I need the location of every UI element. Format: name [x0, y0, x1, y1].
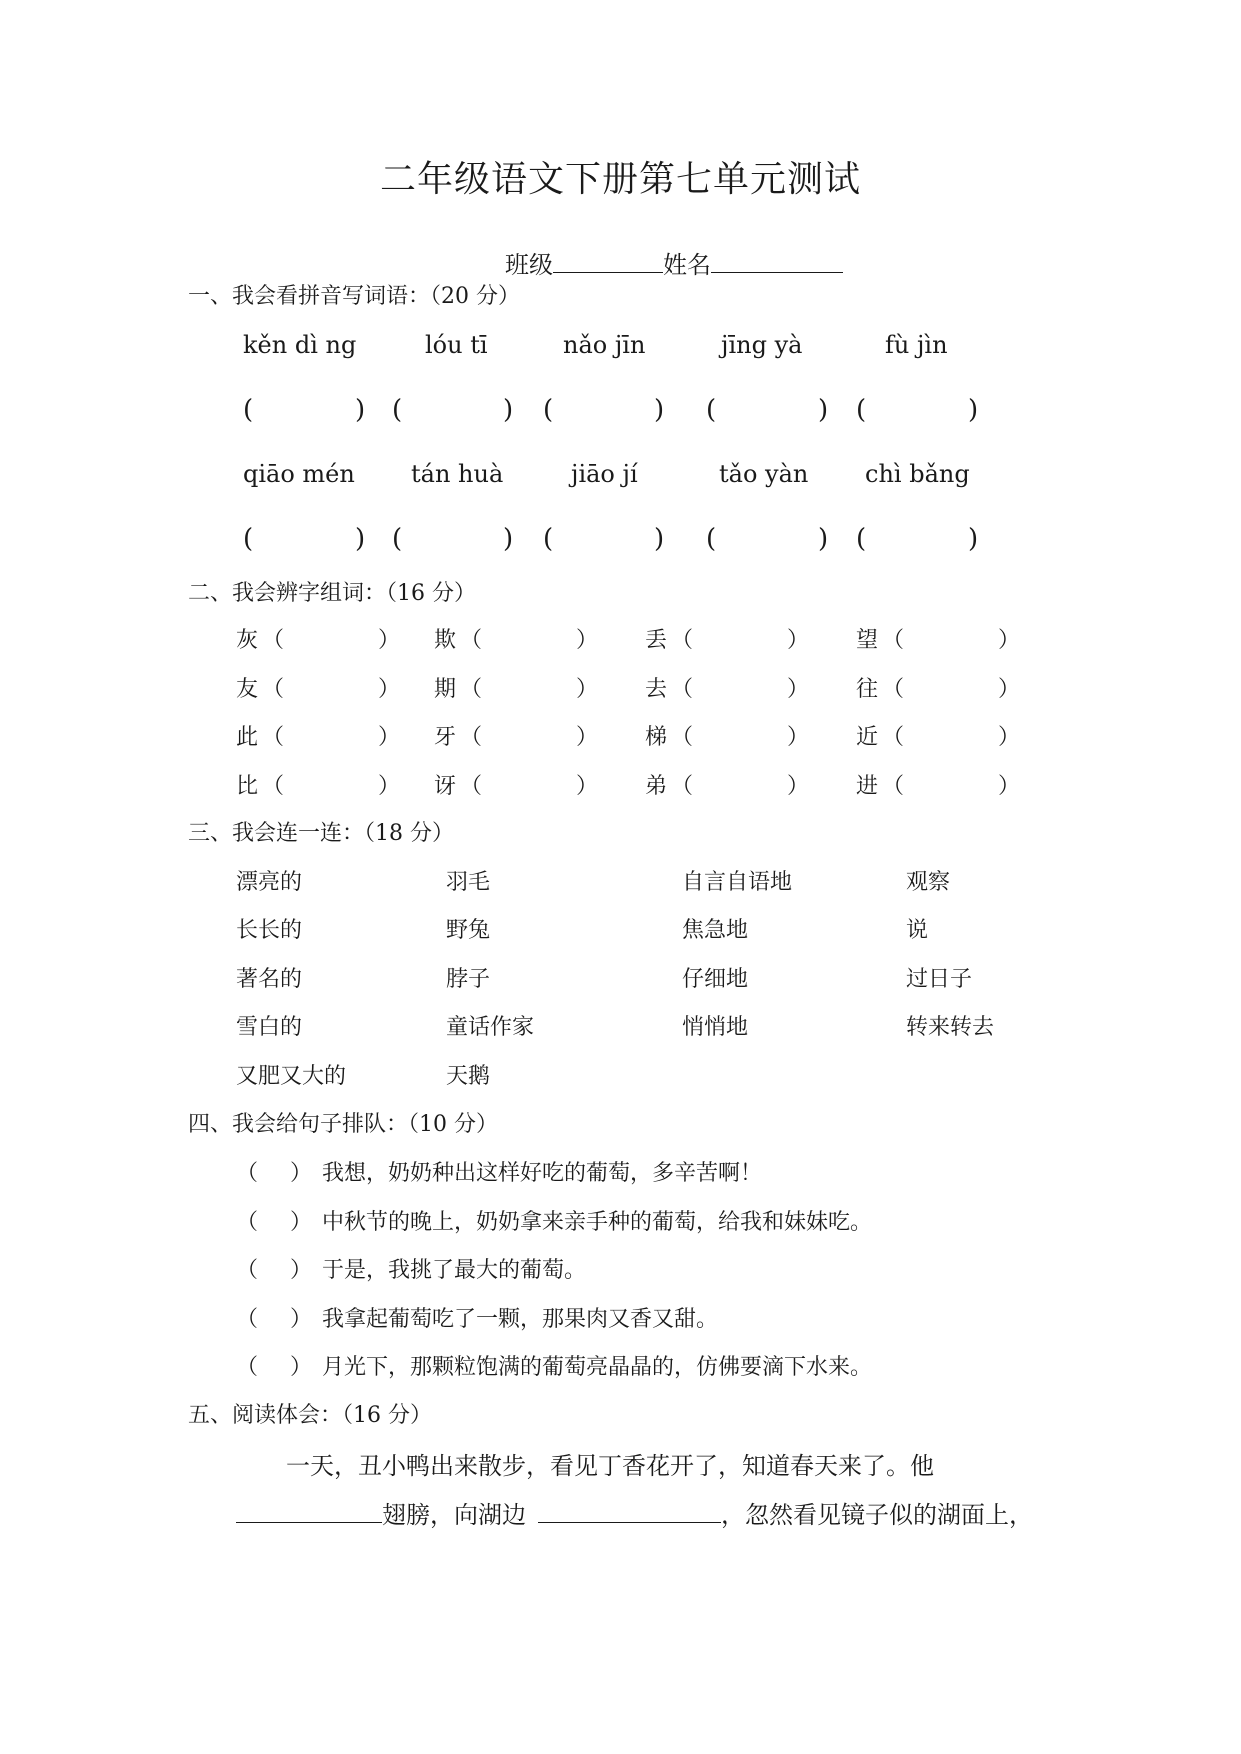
page-title: 二年级语文下册第七单元测试	[379, 159, 861, 200]
match-left-word: 雪白的	[236, 1015, 303, 1040]
reading-blank-2[interactable]	[538, 1500, 721, 1523]
answer-paren-close: )	[968, 524, 979, 554]
answer-paren-close: ）	[787, 725, 810, 750]
answer-paren-open: （	[882, 628, 905, 653]
section-5-heading: 五、阅读体会：（16 分）	[188, 1403, 432, 1428]
order-paren-close: ）	[290, 1210, 313, 1235]
order-paren-close: ）	[290, 1258, 313, 1283]
match-right-word: 悄悄地	[682, 1015, 749, 1040]
answer-paren-close: ）	[787, 628, 810, 653]
sentence-item: 我想，奶奶种出这样好吃的葡萄，多辛苦啊！	[322, 1161, 763, 1186]
sentence-item: 于是，我挑了最大的葡萄。	[322, 1258, 587, 1283]
reading-text-2b: ，忽然看见镜子似的湖面上，	[721, 1501, 1033, 1529]
answer-paren-open: （	[460, 774, 483, 799]
order-paren-close: ）	[290, 1161, 313, 1186]
answer-paren-open: （	[671, 774, 694, 799]
answer-paren-open: （	[671, 628, 694, 653]
char-item: 近	[856, 725, 879, 750]
match-left-target: 童话作家	[446, 1015, 535, 1040]
match-left-word: 漂亮的	[236, 870, 303, 895]
pinyin-item: nǎo jīn	[563, 331, 646, 359]
answer-paren-open: (	[543, 524, 554, 554]
answer-paren-open: （	[460, 725, 483, 750]
answer-paren-close: ）	[998, 725, 1021, 750]
pinyin-item: chì bǎng	[865, 460, 970, 488]
sentence-item: 中秋节的晚上，奶奶拿来亲手种的葡萄，给我和妹妹吃。	[322, 1210, 873, 1235]
char-item: 望	[856, 628, 879, 653]
reading-line-2	[236, 1500, 1033, 1530]
reading-blank-1[interactable]	[236, 1500, 382, 1523]
match-right-target: 观察	[906, 870, 951, 895]
char-item: 牙	[434, 725, 457, 750]
answer-paren-close: ）	[576, 628, 599, 653]
answer-paren-close: ）	[787, 774, 810, 799]
pinyin-item: qiāo mén	[243, 460, 355, 488]
sentence-item: 我拿起葡萄吃了一颗，那果肉又香又甜。	[322, 1307, 719, 1332]
answer-paren-open: （	[262, 725, 285, 750]
answer-paren-open: (	[543, 395, 554, 425]
answer-paren-close: ）	[787, 677, 810, 702]
sentence-item: 月光下，那颗粒饱满的葡萄亮晶晶的，仿佛要滴下水来。	[322, 1355, 873, 1380]
reading-text-2a: 翅膀，向湖边	[382, 1501, 526, 1529]
char-item: 期	[434, 677, 457, 702]
answer-paren-open: （	[671, 677, 694, 702]
answer-paren-open: (	[706, 524, 717, 554]
answer-paren-close: ）	[998, 628, 1021, 653]
answer-paren-close: ）	[378, 774, 401, 799]
char-item: 欺	[434, 628, 457, 653]
pinyin-item: tǎo yàn	[719, 460, 809, 488]
match-left-word: 长长的	[236, 918, 303, 943]
answer-paren-close: )	[654, 524, 665, 554]
char-item: 梯	[645, 725, 668, 750]
order-paren-close: ）	[290, 1307, 313, 1332]
match-right-word: 焦急地	[682, 918, 749, 943]
answer-paren-open: （	[882, 725, 905, 750]
order-paren-open: （	[236, 1355, 259, 1380]
order-paren-open: （	[236, 1307, 259, 1332]
answer-paren-open: (	[706, 395, 717, 425]
reading-line-1: 一天，丑小鸭出来散步，看见丁香花开了，知道春天来了。他	[286, 1452, 934, 1480]
answer-paren-close: ）	[576, 677, 599, 702]
char-item: 弟	[645, 774, 668, 799]
match-right-target: 过日子	[906, 967, 973, 992]
match-right-target: 说	[906, 918, 929, 943]
match-left-word: 又肥又大的	[236, 1064, 347, 1089]
answer-paren-open: (	[856, 395, 867, 425]
answer-paren-close: )	[355, 395, 366, 425]
order-paren-close: ）	[290, 1355, 313, 1380]
answer-paren-close: ）	[378, 628, 401, 653]
answer-paren-close: )	[968, 395, 979, 425]
answer-paren-close: ）	[576, 725, 599, 750]
answer-paren-open: （	[882, 774, 905, 799]
class-label: 班级	[505, 251, 553, 279]
char-item: 比	[236, 774, 259, 799]
section-4-heading: 四、我会给句子排队：（10 分）	[188, 1112, 498, 1137]
answer-paren-close: )	[818, 395, 829, 425]
char-item: 友	[236, 677, 259, 702]
class-blank[interactable]	[553, 250, 663, 273]
match-left-target: 羽毛	[446, 870, 491, 895]
match-right-word: 仔细地	[682, 967, 749, 992]
name-blank[interactable]	[711, 250, 843, 273]
order-paren-open: （	[236, 1210, 259, 1235]
answer-paren-open: (	[856, 524, 867, 554]
answer-paren-open: （	[262, 677, 285, 702]
student-info	[505, 250, 843, 280]
answer-paren-close: )	[355, 524, 366, 554]
char-item: 讶	[434, 774, 457, 799]
answer-paren-open: （	[262, 628, 285, 653]
section-2-heading: 二、我会辨字组词：（16 分）	[188, 581, 476, 606]
answer-paren-open: （	[460, 677, 483, 702]
answer-paren-close: ）	[378, 677, 401, 702]
answer-paren-open: （	[882, 677, 905, 702]
section-1-heading: 一、我会看拼音写词语：（20 分）	[188, 284, 520, 309]
answer-paren-open: （	[460, 628, 483, 653]
answer-paren-close: )	[818, 524, 829, 554]
match-left-word: 著名的	[236, 967, 303, 992]
char-item: 灰	[236, 628, 259, 653]
pinyin-item: fù jìn	[885, 331, 948, 359]
pinyin-item: jīng yà	[721, 331, 803, 359]
match-left-target: 野兔	[446, 918, 491, 943]
answer-paren-open: （	[262, 774, 285, 799]
answer-paren-close: ）	[576, 774, 599, 799]
answer-paren-open: (	[392, 524, 403, 554]
char-item: 进	[856, 774, 879, 799]
answer-paren-open: (	[243, 395, 254, 425]
pinyin-item: jiāo jí	[571, 460, 638, 488]
answer-paren-close: ）	[998, 677, 1021, 702]
name-label: 姓名	[663, 251, 711, 279]
answer-paren-open: (	[243, 524, 254, 554]
answer-paren-close: )	[503, 395, 514, 425]
answer-paren-open: （	[671, 725, 694, 750]
answer-paren-close: )	[503, 524, 514, 554]
answer-paren-close: )	[654, 395, 665, 425]
char-item: 丢	[645, 628, 668, 653]
answer-paren-close: ）	[998, 774, 1021, 799]
pinyin-item: tán huà	[411, 460, 504, 488]
char-item: 此	[236, 725, 259, 750]
match-right-target: 转来转去	[906, 1015, 995, 1040]
match-left-target: 天鹅	[446, 1064, 491, 1089]
char-item: 往	[856, 677, 879, 702]
pinyin-item: lóu tī	[425, 331, 488, 359]
match-right-word: 自言自语地	[682, 870, 793, 895]
pinyin-item: kěn dì ng	[243, 331, 357, 359]
answer-paren-open: (	[392, 395, 403, 425]
answer-paren-close: ）	[378, 725, 401, 750]
order-paren-open: （	[236, 1258, 259, 1283]
match-left-target: 脖子	[446, 967, 491, 992]
char-item: 去	[645, 677, 668, 702]
order-paren-open: （	[236, 1161, 259, 1186]
section-3-heading: 三、我会连一连：（18 分）	[188, 821, 454, 846]
